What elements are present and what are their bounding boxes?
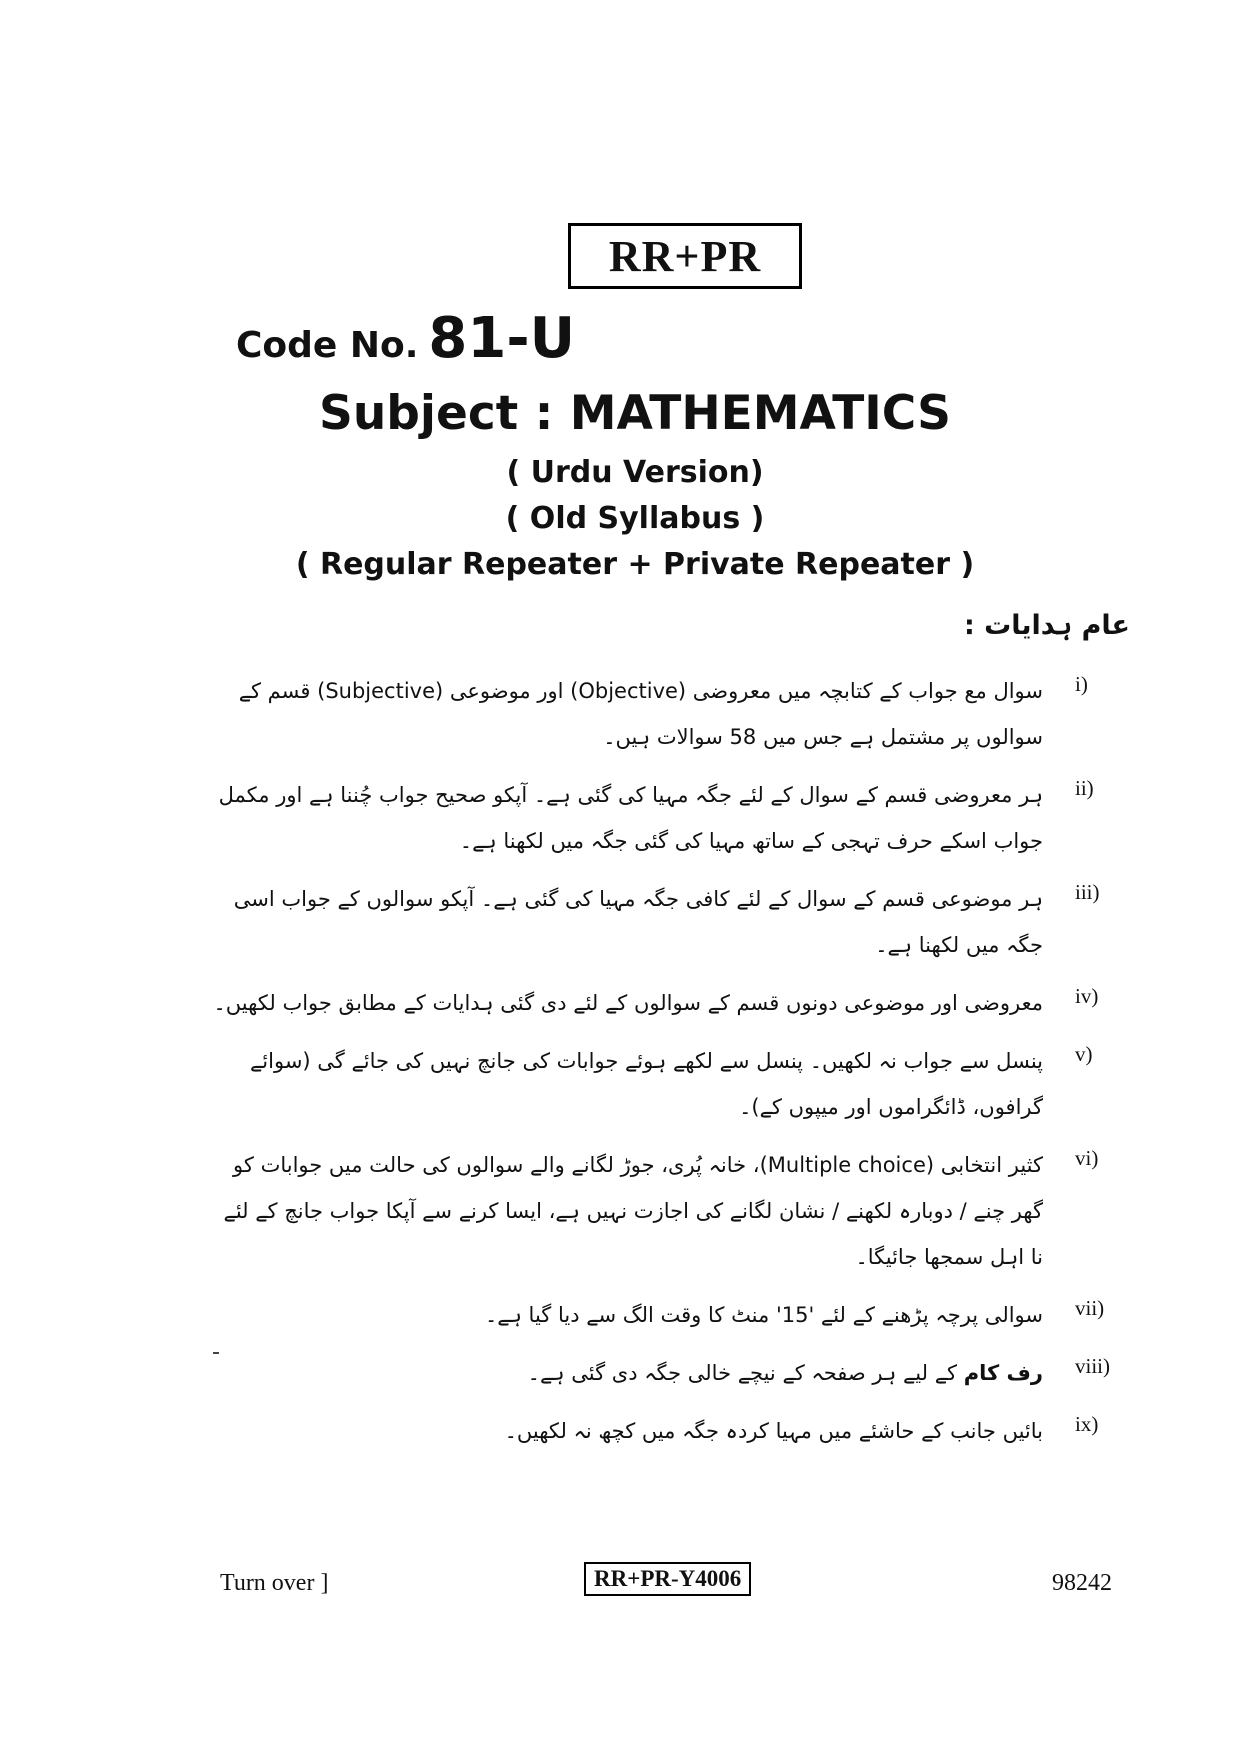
stray-mark bbox=[213, 1352, 219, 1354]
instruction-text: ہر موضوعی قسم کے سوال کے لئے کافی جگہ مہیا کی گئی ہے۔ آپکو سوالوں کے جواب اسی جگہ میں لکھنا ہے۔ bbox=[233, 887, 1043, 957]
paper-code-badge: RR+PR-Y4006 bbox=[584, 1562, 751, 1596]
serial-number: 98242 bbox=[1052, 1570, 1112, 1596]
instruction-item bbox=[210, 772, 1135, 864]
instruction-number: iv) bbox=[1075, 984, 1099, 1008]
subject-title: Subject : MATHEMATICS bbox=[318, 386, 952, 441]
code-value: 81-U bbox=[428, 306, 576, 371]
instructions-list bbox=[210, 668, 1135, 1466]
instruction-text: معروضی اور موضوعی دونوں قسم کے سوالوں کے لئے دی گئی ہدایات کے مطابق جواب لکھیں۔ bbox=[213, 991, 1043, 1015]
instruction-item bbox=[210, 1350, 1135, 1396]
instruction-number: ii) bbox=[1075, 776, 1094, 800]
instruction-item bbox=[210, 876, 1135, 968]
instruction-item bbox=[210, 1408, 1135, 1454]
category-label: ( Regular Repeater + Private Repeater ) bbox=[295, 547, 975, 582]
instruction-item bbox=[210, 1142, 1135, 1280]
instruction-number: viii) bbox=[1075, 1354, 1110, 1378]
instruction-number: vi) bbox=[1075, 1146, 1099, 1170]
instruction-item bbox=[210, 1292, 1135, 1338]
instruction-text: سوال مع جواب کے کتابچہ میں معروضی (Objective) اور موضوعی (Subjective) قسم کے سوالوں پر مشتمل ہے جس میں 58 سوالات ہیں۔ bbox=[238, 679, 1043, 749]
version-label: ( Urdu Version) bbox=[506, 455, 764, 490]
instruction-text bbox=[210, 1350, 1063, 1396]
instruction-number: vii) bbox=[1075, 1296, 1105, 1320]
instruction-text: سوالی پرچہ پڑھنے کے لئے '15' منٹ کا وقت الگ سے دیا گیا ہے۔ bbox=[484, 1303, 1043, 1327]
instruction-number: i) bbox=[1075, 672, 1088, 696]
instruction-item bbox=[210, 668, 1135, 760]
instruction-text-rest: کے لیے ہر صفحہ کے نیچے خالی جگہ دی گئی ہے۔ bbox=[527, 1361, 958, 1385]
instruction-number: v) bbox=[1075, 1042, 1093, 1066]
instruction-item bbox=[210, 1038, 1135, 1130]
instruction-number: iii) bbox=[1075, 880, 1100, 904]
instruction-text: ہر معروضی قسم کے سوال کے لئے جگہ مہیا کی گئی ہے۔ آپکو صحیح جواب چُننا ہے اور مکمل جواب اسکے حرف تہجی کے ساتھ مہیا کی گئی جگہ میں لکھنا ہے۔ bbox=[218, 783, 1043, 853]
instruction-text: کثیر انتخابی (Multiple choice)، خانہ پُری، جوڑ لگانے والے سوالوں کی حالت میں جوابات کو گھر چنے / دوبارہ لکھنے / نشان لگانے کی اجازت نہیں ہے، ایسا کرنے سے آپکا جواب جانچ کے لئے نا اہل سمجھا جائیگا۔ bbox=[223, 1153, 1043, 1269]
rr-pr-badge: RR+PR bbox=[568, 223, 802, 289]
instructions-heading: عام ہدایات : bbox=[963, 610, 1130, 641]
rough-work-label: رف کام bbox=[963, 1361, 1043, 1385]
instruction-text: پنسل سے جواب نہ لکھیں۔ پنسل سے لکھے ہوئے جوابات کی جانچ نہیں کی جائے گی (سوائے گرافوں، ڈائگراموں اور میپوں کے)۔ bbox=[250, 1049, 1043, 1119]
syllabus-label: ( Old Syllabus ) bbox=[505, 501, 765, 536]
instruction-item bbox=[210, 980, 1135, 1026]
turn-over-label: Turn over ] bbox=[220, 1570, 329, 1596]
code-number bbox=[236, 306, 575, 371]
code-label: Code No. bbox=[236, 325, 419, 366]
instruction-number: ix) bbox=[1075, 1412, 1099, 1436]
instruction-text: بائیں جانب کے حاشئے میں مہیا کردہ جگہ میں کچھ نہ لکھیں۔ bbox=[504, 1419, 1043, 1443]
